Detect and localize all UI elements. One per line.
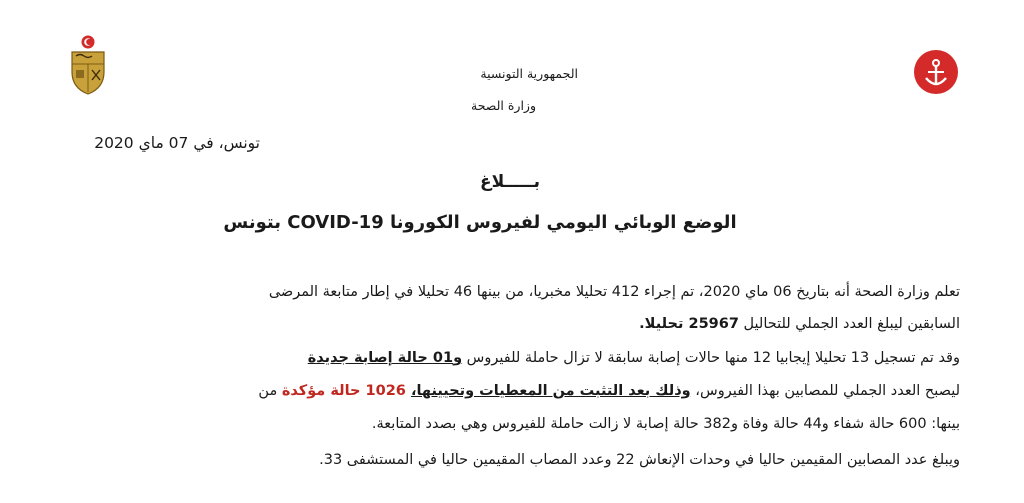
body-line-3-text: وقد تم تسجيل 13 تحليلا إيجابيا 12 منها حالات إصابة سابقة لا تزال حاملة للفيروس xyxy=(462,350,960,366)
body-line-6: ويبلغ عدد المصابين المقيمين حاليا في وحدات الإنعاش 22 وعدد المصاب المقيمين حاليا في المستشفى 33. xyxy=(319,452,960,468)
tunisia-coat-of-arms-icon xyxy=(66,34,110,96)
header-ministry: وزارة الصحة xyxy=(471,98,536,113)
body-line-4-tail: من xyxy=(258,383,282,399)
body-line-5: بينها: 600 حالة شفاء و44 حالة وفاة و382 حالة إصابة لا زالت حاملة للفيروس وهي بصدد المتابعة. xyxy=(371,416,960,432)
body-line-4 xyxy=(40,383,960,399)
ministry-health-logo-icon xyxy=(912,48,960,96)
page-title: الوضع الوبائي اليومي لفيروس الكورونا COVID-19 بتونس xyxy=(223,212,737,233)
body-line-1: تعلم وزارة الصحة أنه بتاريخ 06 ماي 2020، تم إجراء 412 تحليلا مخبريا، من بينها 46 تحليلا في إطار متابعة المرضى xyxy=(268,284,960,300)
total-tests-value: 25967 تحليلا. xyxy=(639,316,739,332)
body-line-4-text: ليصبح العدد الجملي للمصابين بهذا الفيروس، xyxy=(690,383,960,399)
body-line-2 xyxy=(40,316,960,332)
date-line: تونس، في 07 ماي 2020 xyxy=(94,134,260,152)
new-cases-highlight: و01 حالة إصابة جديدة xyxy=(307,350,463,366)
header-republic: الجمهورية التونسية xyxy=(480,66,578,81)
body-line-3 xyxy=(40,350,960,366)
verification-note: وذلك بعد التثبت من المعطيات وتحيينها، xyxy=(410,383,691,399)
announcement-heading: بـــــلاغ xyxy=(480,172,540,192)
confirmed-cases-highlight: 1026 حالة مؤكدة xyxy=(281,383,411,399)
body-line-2-text: السابقين ليبلغ العدد الجملي للتحاليل xyxy=(738,316,960,332)
